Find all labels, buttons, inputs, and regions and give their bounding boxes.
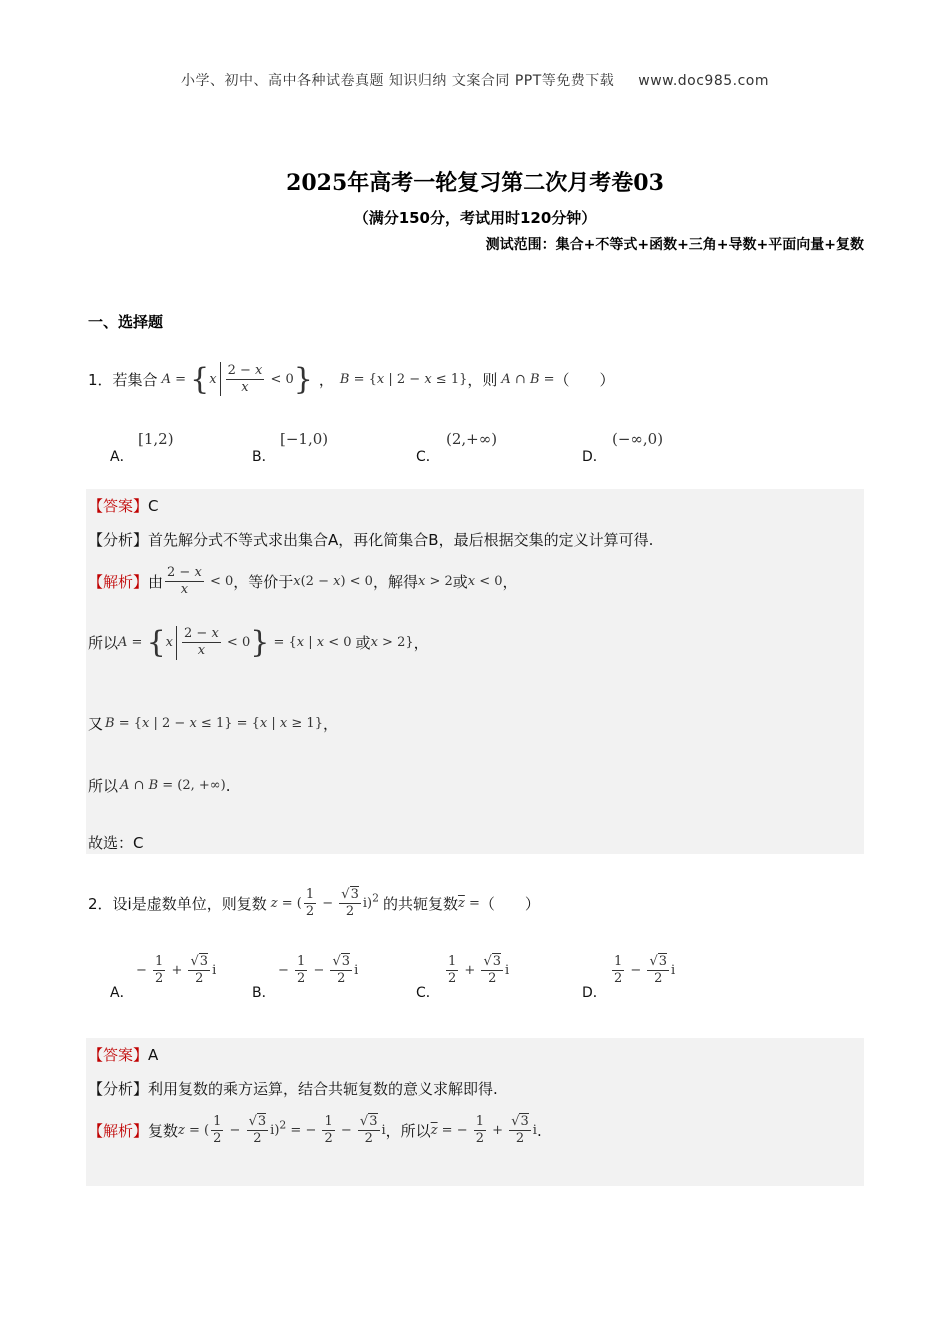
q2-conj: $\overline{z}$ =	[457, 895, 480, 911]
page-subtitle: （满分150分，考试用时120分钟）	[353, 209, 597, 227]
q2-option-b[interactable]: B．	[252, 985, 276, 1001]
q1-paren: （ ）	[554, 370, 615, 389]
q1-solution-line-3: 又 B = {x | 2 − x ≤ 1} = {x | x ≥ 1} ，	[88, 715, 338, 733]
q1-sol-root2: x < 0	[467, 574, 503, 589]
q2-paren: （ ）	[479, 894, 540, 913]
q2-sol-conj: $\overline{z}$ = − $\frac{1}{2}$ + $\frac{√3}{2}$ i	[430, 1114, 537, 1146]
q1-conclusion: 故选：C	[88, 834, 144, 852]
q1-sol-root1: x > 2	[417, 574, 453, 589]
test-scope: 测试范围：集合+不等式+函数+三角+导数+平面向量+复数	[485, 237, 864, 253]
q1-options	[110, 430, 810, 466]
q1-sol-text: 或	[452, 573, 468, 591]
header-text: 小学、初中、高中各种试卷真题 知识归纳 文案合同 PPT等免费下载	[180, 73, 615, 89]
q2-lead: 设i是虚数单位，则复数	[112, 894, 267, 913]
q1-intersection: A ∩ B =	[501, 371, 555, 387]
question-2	[88, 872, 540, 934]
q1-tail: ，则	[467, 370, 498, 389]
q1-sol-text: 由	[148, 573, 164, 591]
q1-option-c[interactable]: C．	[416, 449, 440, 465]
q2-answer: A	[148, 1046, 159, 1064]
q1-set-a: A = {x $\frac{2 - x}{x}$ < 0}	[161, 361, 313, 397]
q2-option-d[interactable]: D．	[582, 985, 607, 1001]
q2-tail: 的共轭复数	[382, 894, 458, 913]
q1-sol-text: 所以	[88, 634, 119, 652]
q1-analysis: 首先解分式不等式求出集合A，再化简集合B，最后根据交集的定义计算可得.	[148, 531, 654, 549]
page-title: 2025年高考一轮复习第二次月考卷03	[286, 170, 664, 196]
q1-answer-box	[86, 489, 864, 854]
q2-answer-box	[86, 1038, 864, 1186]
q1-answer: C	[148, 497, 159, 515]
q2-option-a-value: − $\frac{1}{2}$ + $\frac{√3}{2}$ i	[136, 954, 217, 986]
q1-sol-text: 又	[88, 715, 104, 733]
q1-sol-set-a: A = {x $\frac{2 - x}{x}$ < 0} = {x | x < 0	[118, 625, 352, 660]
q2-option-a[interactable]: A．	[110, 985, 134, 1001]
page-header	[0, 70, 950, 90]
q1-solution-line-1: 【解析】 由 $\frac{2 - x}{x}$ < 0 ，等价于 x(2 − x) < 0 ，解得 x > 2 或 x < 0 ，	[88, 565, 518, 597]
q1-option-b-value: [−1,0)	[280, 430, 329, 448]
q1-option-c-value: (2,+∞)	[446, 430, 498, 448]
q2-expression: z = ( $\frac{1}{2}$ − $\frac{√3}{2}$ i)$^2$	[270, 886, 379, 919]
q1-option-d-value: (−∞,0)	[612, 430, 664, 448]
q2-options	[110, 950, 810, 1006]
q2-option-c-value: $\frac{1}{2}$ + $\frac{√3}{2}$ i	[448, 954, 510, 986]
q1-answer-tag: 【答案】	[88, 497, 149, 515]
q2-solution-line: 【解析】 复数 z = ( $\frac{1}{2}$ − $\frac{√3}{2}$ i)$^2$ = − $\frac{1}{2}$ − $\frac{√3}{2}$ i ，所以 $\overline{z}$ = − $\frac{1}{2}$ + $\frac{√3}{2}$ i .	[88, 1114, 542, 1146]
q1-sol-set-a-tail: x > 2}	[370, 635, 414, 650]
q2-answer-tag: 【答案】	[88, 1046, 149, 1064]
q1-analysis-tag: 【分析】	[88, 531, 149, 549]
q2-sol-expr: z = ( $\frac{1}{2}$ − $\frac{√3}{2}$ i)$^2$ = − $\frac{1}{2}$ − $\frac{√3}{2}$ i	[178, 1114, 386, 1146]
q2-analysis-tag: 【分析】	[88, 1080, 149, 1098]
q1-set-b: B = {x | 2 − x ≤ 1}	[339, 371, 468, 387]
q1-option-d[interactable]: D．	[582, 449, 607, 465]
q2-analysis: 利用复数的乘方运算，结合共轭复数的意义求解即得.	[148, 1080, 498, 1098]
q2-sol-text: ，所以	[385, 1122, 431, 1140]
q2-analysis-line	[88, 1078, 498, 1099]
q1-sol-text: 所以	[88, 777, 119, 795]
header-url[interactable]: www.doc985.com	[638, 73, 770, 89]
q1-answer-line	[88, 495, 159, 516]
q1-sol-text: ，等价于	[233, 573, 294, 591]
q1-solution-line-2: 所以 A = {x $\frac{2 - x}{x}$ < 0} = {x | x < 0 或 x > 2} ，	[88, 625, 429, 660]
q2-option-d-value: $\frac{1}{2}$ − $\frac{√3}{2}$ i	[614, 954, 676, 986]
q2-solution-tag: 【解析】	[88, 1122, 149, 1140]
q1-sol-set-b: B = {x | 2 − x ≤ 1} = {x | x ≥ 1}	[105, 716, 323, 731]
q2-option-b-value: − $\frac{1}{2}$ − $\frac{√3}{2}$ i	[278, 954, 359, 986]
q2-sol-text: 复数	[148, 1122, 179, 1140]
q1-option-b[interactable]: B．	[252, 449, 276, 465]
section-title: 一、选择题	[88, 313, 164, 331]
q1-option-a[interactable]: A．	[110, 449, 134, 465]
q1-lead: 若集合	[112, 370, 158, 389]
q1-sol-equiv: x(2 − x) < 0	[293, 574, 373, 589]
q1-number: 1．	[88, 370, 113, 389]
question-1: 1． 若集合 A = {x $\frac{2 - x}{x}$ < 0} ， B = {x | 2 − x ≤ 1} ，则 A ∩ B = （ ）	[88, 361, 615, 397]
q1-sol-text: 或	[355, 634, 371, 652]
q1-analysis-line	[88, 529, 653, 550]
q1-solution-line-4: 所以 A ∩ B = (2, +∞) .	[88, 776, 231, 795]
q1-solution-tag: 【解析】	[88, 573, 149, 591]
q1-sol-fraction: $\frac{2 - x}{x}$ < 0	[167, 565, 234, 597]
q1-sol-result: A ∩ B = (2, +∞)	[120, 778, 226, 793]
q2-number: 2．	[88, 894, 113, 913]
q1-option-a-value: [1,2)	[138, 430, 174, 448]
q1-sol-text: ，解得	[372, 573, 418, 591]
q2-option-c[interactable]: C．	[416, 985, 440, 1001]
q2-answer-line	[88, 1044, 158, 1065]
